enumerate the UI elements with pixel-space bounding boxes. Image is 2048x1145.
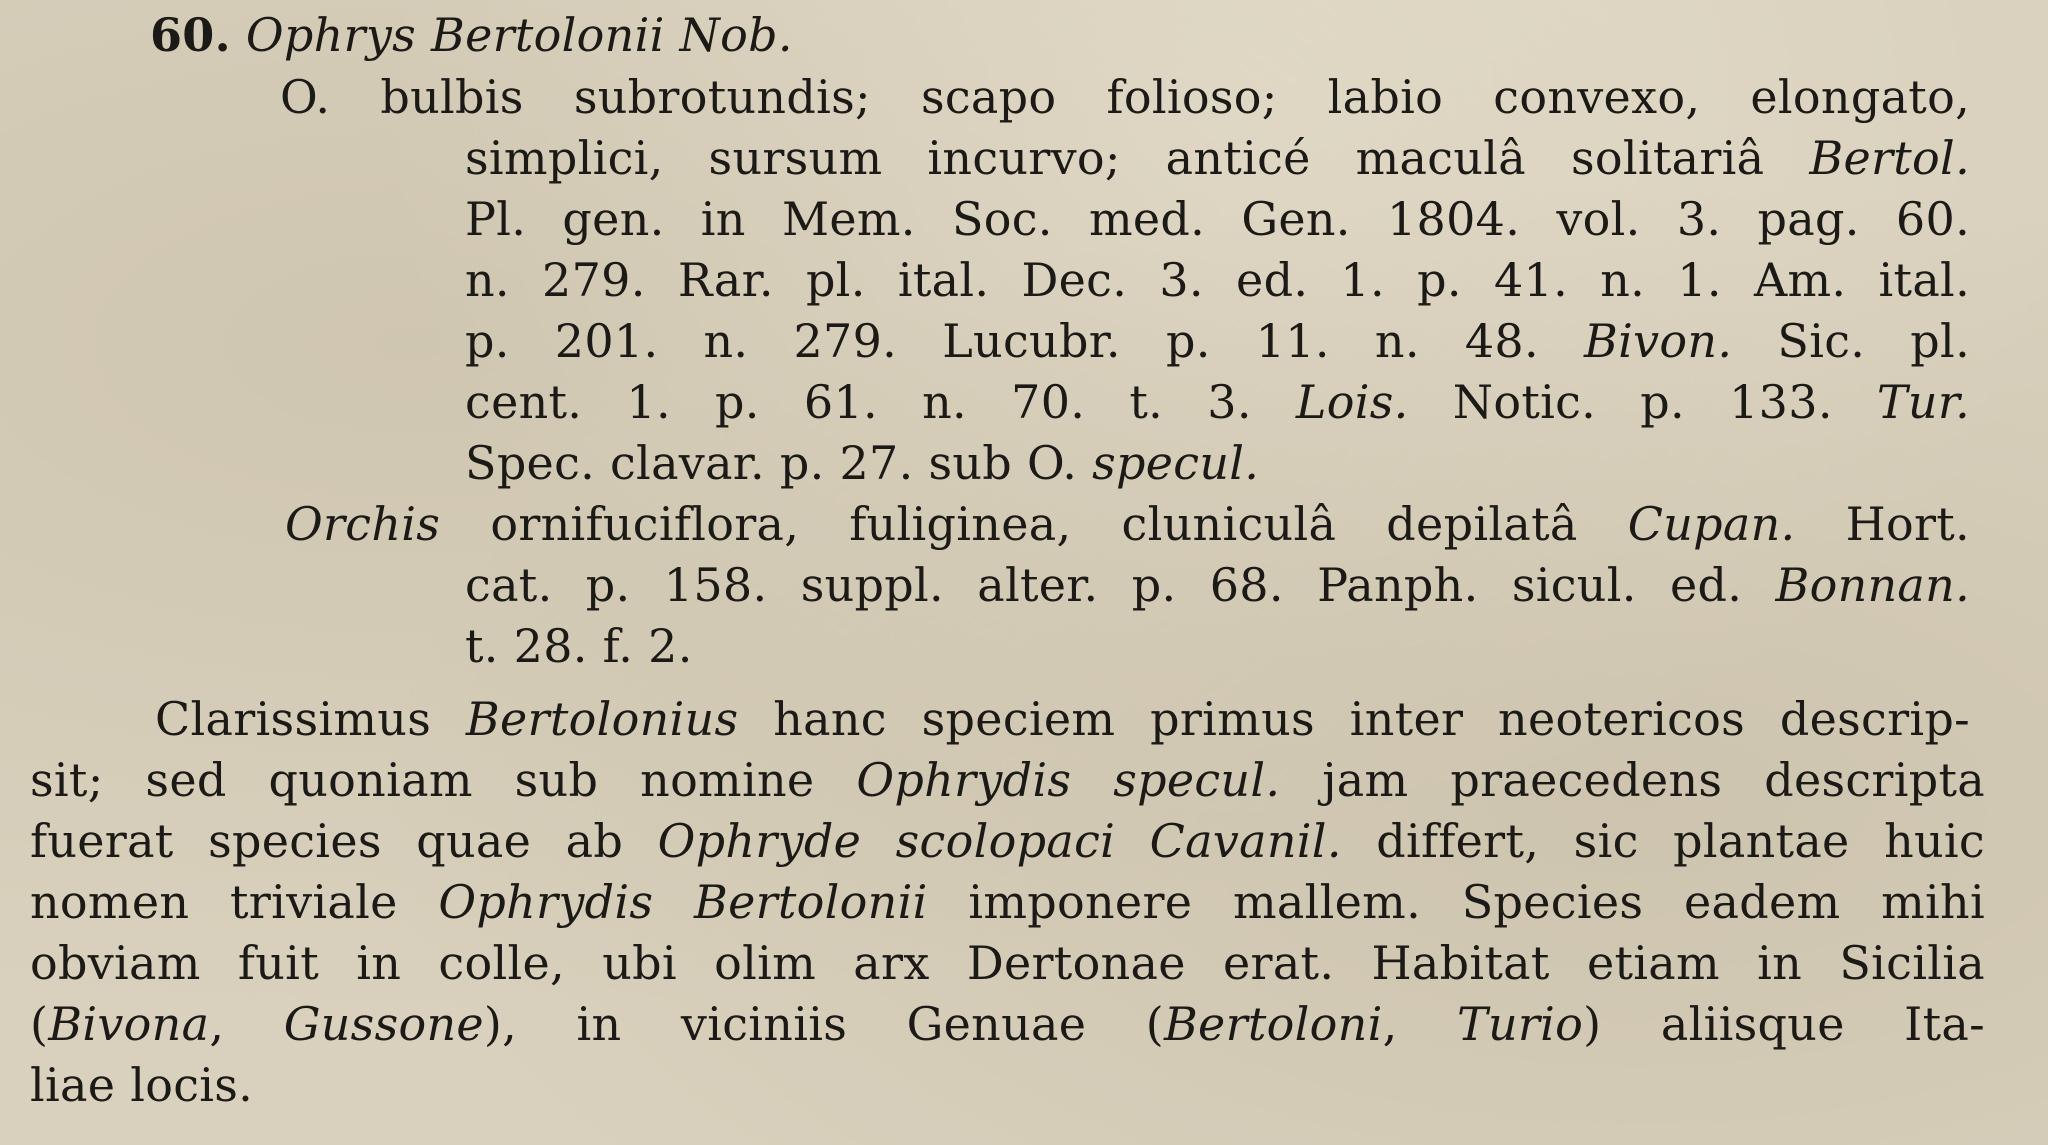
entry-number: 60. xyxy=(150,8,231,62)
synonym-line: Orchis ornifuciflora, fuliginea, cluniculâ depilatâ Cupan. Hort. xyxy=(285,497,1970,551)
paragraph-line: sit; sed quoniam sub nomine Ophrydis specul. jam praecedens descripta xyxy=(30,753,1985,807)
diagnosis-line: Spec. clavar. p. 27. sub O. specul. xyxy=(465,436,1260,490)
entry-title xyxy=(150,4,793,66)
paragraph-line: liae locis. xyxy=(30,1058,254,1112)
paragraph-line: nomen triviale Ophrydis Bertolonii imponere mallem. Species eadem mihi xyxy=(30,875,1985,929)
paragraph-line: (Bivona, Gussone), in viciniis Genuae (Bertoloni, Turio) aliisque Ita- xyxy=(30,997,1985,1051)
synonym-line: t. 28. f. 2. xyxy=(465,619,693,673)
diagnosis-line: Pl. gen. in Mem. Soc. med. Gen. 1804. vol. 3. pag. 60. xyxy=(465,192,1970,246)
diagnosis-line: cent. 1. p. 61. n. 70. t. 3. Lois. Notic. p. 133. Tur. xyxy=(465,375,1970,429)
diagnosis-line: p. 201. n. 279. Lucubr. p. 11. n. 48. Bivon. Sic. pl. xyxy=(465,314,1970,368)
synonym-line: cat. p. 158. suppl. alter. p. 68. Panph. sicul. ed. Bonnan. xyxy=(465,558,1970,612)
diagnosis-line: simplici, sursum incurvo; anticé maculâ solitariâ Bertol. xyxy=(465,131,1970,185)
paragraph-line: obviam fuit in colle, ubi olim arx Dertonae erat. Habitat etiam in Sicilia xyxy=(30,936,1985,990)
entry-title-name: Ophrys Bertolonii Nob. xyxy=(245,8,793,62)
diagnosis-line: n. 279. Rar. pl. ital. Dec. 3. ed. 1. p. 41. n. 1. Am. ital. xyxy=(465,253,1970,307)
diagnosis-line: O. bulbis subrotundis; scapo folioso; labio convexo, elongato, xyxy=(280,70,1970,124)
paragraph-line: fuerat species quae ab Ophryde scolopaci Cavanil. differt, sic plantae huic xyxy=(30,814,1985,868)
paragraph-line: Clarissimus Bertolonius hanc speciem primus inter neotericos descrip- xyxy=(155,692,1970,746)
